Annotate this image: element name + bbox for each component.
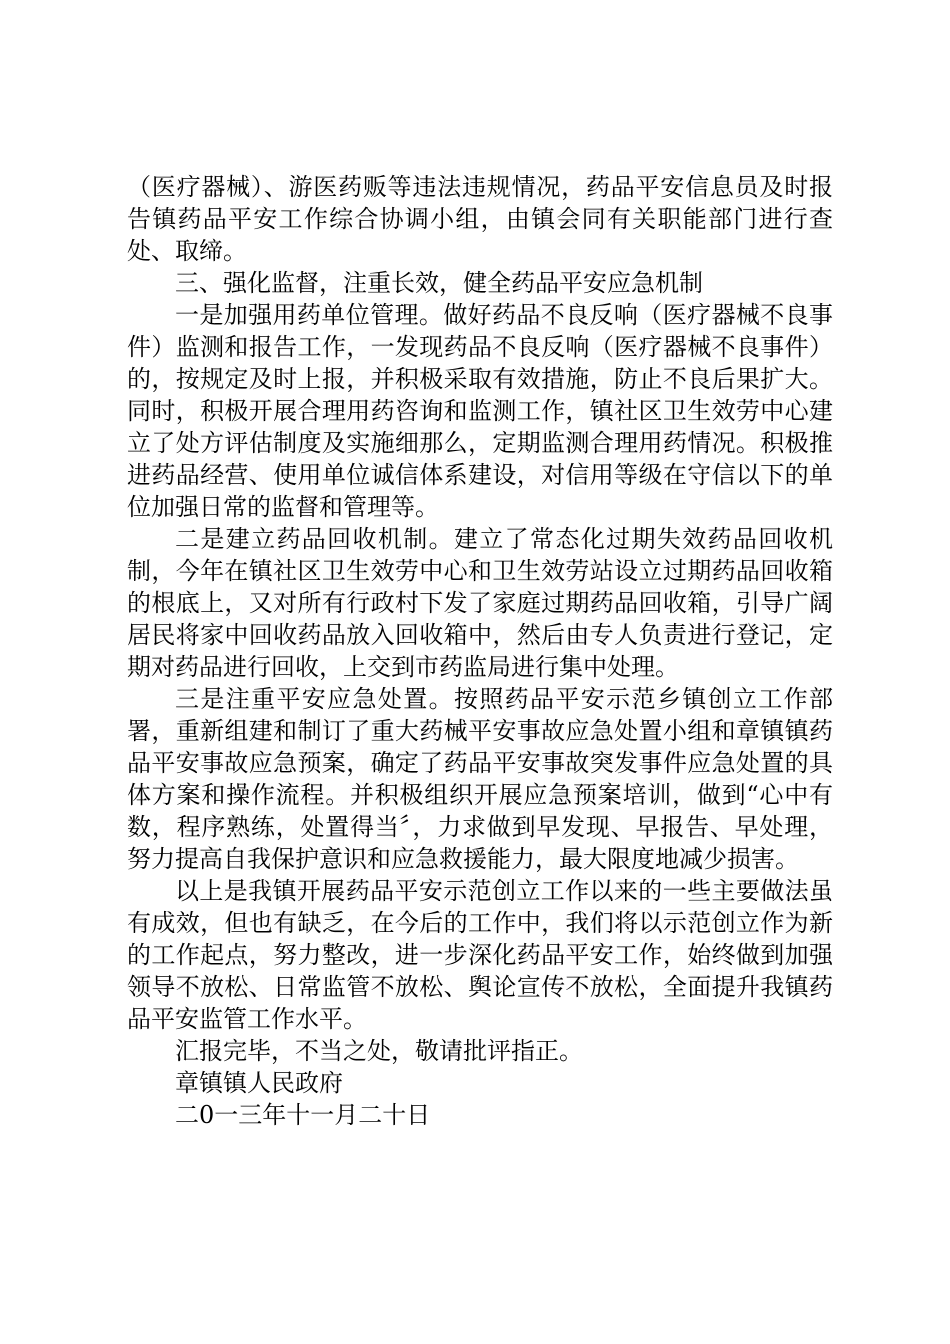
- paragraph-summary: 以上是我镇开展药品平安示范创立工作以来的一些主要做法虽有成效，但也有缺乏，在今后的工作中，我们将以示范创立作为新的工作起点，努力整改，进一步深化药品平安工作，始终做到加强领导不放松、日常监管不放松、舆论宣传不放松，全面提升我镇药品平安监管工作水平。: [127, 877, 833, 1033]
- paragraph-unit-management: 一是加强用药单位管理。做好药品不良反响（医疗器械不良事件）监测和报告工作，一发现药品不良反响（医疗器械不良事件）的，按规定及时上报，并积极采取有效措施，防止不良后果扩大。同时，积极开展合理用药咨询和监测工作，镇社区卫生效劳中心建立了处方评估制度及实施细那么，定期监测合理用药情况。积极推进药品经营、使用单位诚信体系建设，对信用等级在守信以下的单位加强日常的监督和管理等。: [127, 301, 833, 521]
- section-heading: 三、强化监督，注重长效，健全药品平安应急机制: [175, 269, 703, 297]
- signature-organization: 章镇镇人民政府: [175, 1069, 343, 1097]
- paragraph-emergency-handling: 三是注重平安应急处置。按照药品平安示范乡镇创立工作部署，重新组建和制订了重大药械平安事故应急处置小组和章镇镇药品平安事故应急预案，确定了药品平安事故突发事件应急处置的具体方案和操作流程。并积极组织开展应急预案培训，做到“心中有数，程序熟练，处置得当〞，力求做到早发现、早报告、早处理，努力提高自我保护意识和应急救援能力，最大限度地减少损害。: [127, 685, 833, 873]
- document-body: [127, 171, 833, 1131]
- signature-date: 二0一三年十一月二十日: [175, 1101, 431, 1129]
- paragraph-continuation: （医疗器械）、游医药贩等违法违规情况，药品平安信息员及时报告镇药品平安工作综合协调小组，由镇会同有关职能部门进行查处、取缔。: [127, 173, 833, 265]
- paragraph-closing: 汇报完毕，不当之处，敬请批评指正。: [175, 1037, 583, 1065]
- paragraph-recycling-mechanism: 二是建立药品回收机制。建立了常态化过期失效药品回收机制，今年在镇社区卫生效劳中心和卫生效劳站设立过期药品回收箱的根底上，又对所有行政村下发了家庭过期药品回收箱，引导广阔居民将家中回收药品放入回收箱中，然后由专人负责进行登记，定期对药品进行回收，上交到市药监局进行集中处理。: [127, 525, 833, 681]
